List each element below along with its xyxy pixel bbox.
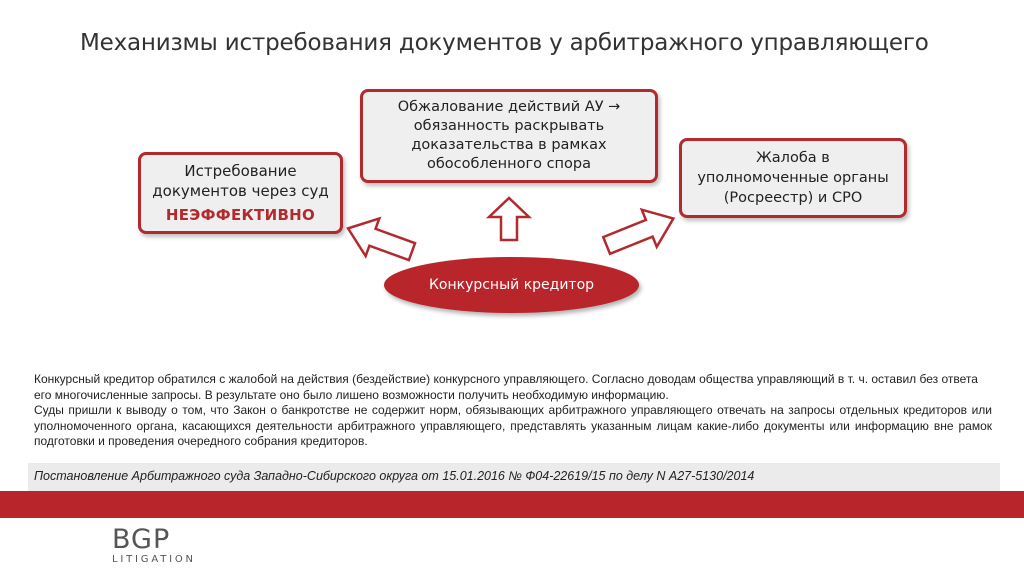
- box-appeal-line-4: обособленного спора: [426, 156, 591, 172]
- bankruptcy-creditor-node: Конкурсный кредитор: [384, 257, 639, 313]
- logo-sub-text: LITIGATION: [112, 554, 196, 565]
- arrow-right-icon: [599, 200, 681, 264]
- arrow-left-icon: [341, 210, 419, 271]
- box-appeal-line-1: Обжалование действий АУ →: [397, 99, 621, 115]
- description-paragraph-1: Конкурсный кредитор обратился с жалобой на действия (бездействие) конкурсного управляющего. Согласно доводам общества управляющий в т. ч. оставил без ответа его многочисленные запросы. В результате оно было лишено возможности получить необходимую информацию.: [34, 372, 978, 402]
- case-description: [34, 372, 992, 450]
- box-complaint-line-1: Жалоба в: [756, 150, 830, 166]
- box-appeal-actions: [360, 89, 658, 183]
- box-complaint-authorities: [679, 138, 907, 218]
- box-complaint-line-2: уполномоченные органы: [697, 170, 889, 186]
- box-court-request-line-2: документов через суд: [152, 182, 329, 200]
- court-citation: Постановление Арбитражного суда Западно-Сибирского округа от 15.01.2016 № Ф04-22619/15 по делу N А27-5130/2014: [28, 463, 1000, 491]
- box-appeal-line-3: доказательства в рамках: [411, 137, 607, 153]
- slide-title: Механизмы истребования документов у арбитражного управляющего: [80, 30, 929, 56]
- box-complaint-line-3: (Росреестр) и СРО: [723, 190, 863, 206]
- arrow-up-icon: [489, 198, 529, 240]
- box-court-request: [138, 152, 343, 234]
- footer-accent-bar: [0, 491, 1024, 518]
- box-appeal-line-2: обязанность раскрывать: [413, 118, 605, 134]
- bgp-logo: [112, 526, 196, 565]
- box-court-request-line-1: Истребование: [184, 162, 297, 180]
- logo-main-text: BGP: [112, 524, 171, 555]
- description-paragraph-2: Суды пришли к выводу о том, что Закон о банкротстве не содержит норм, обязывающих арбитражного управляющего отвечать на запросы отдельных кредиторов или уполномоченного органа, касающихся деятельности арбитражного управляющего, представлять указанным лицам какие-либо документы или информацию вне рамок подготовки и проведения очередного собрания кредиторов.: [34, 403, 992, 448]
- ineffective-label: НЕЭФФЕКТИВНО: [165, 206, 316, 224]
